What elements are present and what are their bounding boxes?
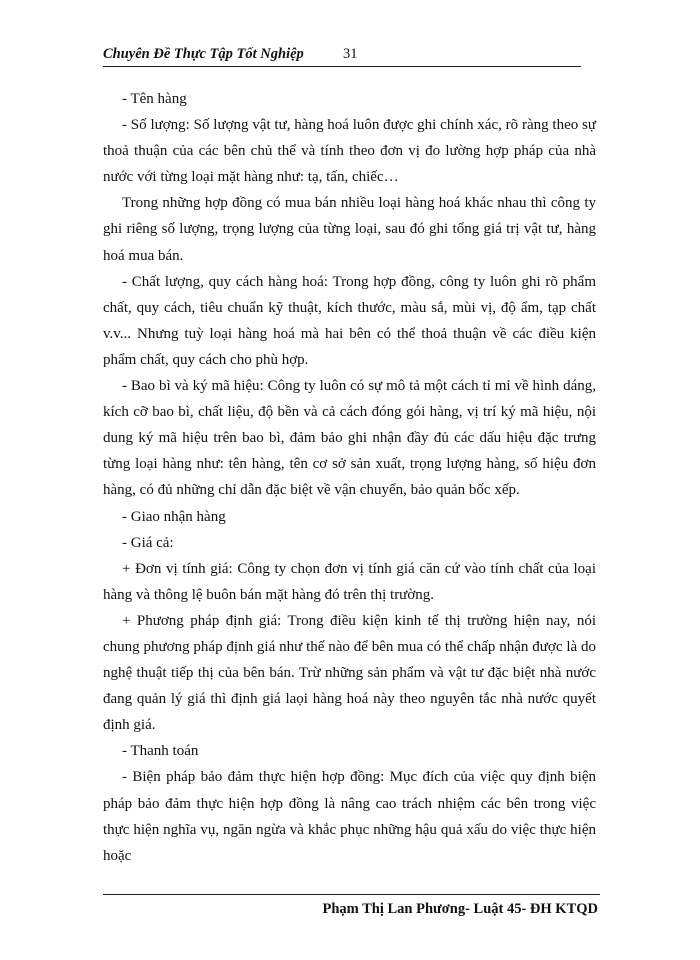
paragraph-bao-bi: - Bao bì và ký mã hiệu: Công ty luôn có sự mô tả một cách tỉ mỉ về hình dáng, kích cỡ bao bì, chất liệu, độ bền và cả cách đóng gói hàng, vị trí ký mã hiệu, nội dung ký mã hiệu trên bao bì, đảm bảo ghi nhận đầy đủ các dấu hiệu đặc trưng từng loại hàng như: tên hàng, tên cơ sở sản xuất, trọng lượng hàng, số hiệu đơn hàng, có đủ những chỉ dẫn đặc biệt về vận chuyển, bảo quản bốc xếp. — [103, 378, 596, 499]
footer-divider — [103, 894, 600, 895]
page-header — [103, 46, 581, 67]
paragraph-nhieu-loai-hang: Trong những hợp đồng có mua bán nhiều loại hàng hoá khác nhau thì công ty ghi riêng số lượng, trọng lượng của từng loại, sau đó ghi tổng giá trị vật tư, hàng hoá mua bán. — [103, 195, 596, 264]
paragraph-phuong-phap-dinh-gia: + Phương pháp định giá: Trong điều kiện kinh tế thị trường hiện nay, nói chung phương pháp định giá như thế nào để bên mua có thể chấp nhận được là do nghệ thuật tiếp thị của bên bán. Trừ những sản phẩm và vật tư đặc biệt nhà nước đang quản lý giá thì định giá laọi hàng hoá này theo nguyên tắc nhà nước quyết định giá. — [103, 612, 596, 734]
page-number: 31 — [343, 46, 358, 62]
paragraph-thanh-toan: - Thanh toán — [122, 743, 199, 760]
page-footer: Phạm Thị Lan Phương- Luật 45- ĐH KTQD — [322, 901, 598, 917]
paragraph-bien-phap-bao-dam: - Biện pháp bảo đảm thực hiện hợp đồng: Mục đích của việc quy định biện pháp bảo đảm thực hiện hợp đồng là nâng cao trách nhiệm các bên trong việc thực hiện nghĩa vụ, ngăn ngừa và khắc phục những hậu quả xấu do việc thực hiện hoặc — [103, 769, 596, 864]
document-body — [103, 86, 596, 869]
paragraph-chat-luong: - Chất lượng, quy cách hàng hoá: Trong hợp đồng, công ty luôn ghi rõ phẩm chất, quy cách, tiêu chuẩn kỹ thuật, kích thước, màu sắ, mùi vị, độ ẩm, tạp chất v.v... Nhưng tuỳ loại hàng hoá mà hai bên có thể thoả thuận về các điều kiện phẩm chất, quy cách cho phù hợp. — [103, 273, 596, 368]
paragraph-so-luong: - Số lượng: Số lượng vật tư, hàng hoá luôn được ghi chính xác, rõ ràng theo sự thoả thuận của các bên chủ thể và tính theo đơn vị đo lường hợp pháp của nhà nước với từng loại mặt hàng như: tạ, tấn, chiếc… — [103, 117, 596, 186]
paragraph-giao-nhan: - Giao nhận hàng — [122, 508, 226, 525]
paragraph-ten-hang: - Tên hàng — [122, 91, 187, 107]
paragraph-gia-ca: - Giá cả: — [122, 534, 174, 551]
document-title: Chuyên Đề Thực Tập Tốt Nghiệp — [103, 46, 304, 62]
paragraph-don-vi-tinh-gia: + Đơn vị tính giá: Công ty chọn đơn vị tính giá căn cứ vào tính chất của loại hàng và thông lệ buôn bán mặt hàng đó trên thị trường. — [103, 560, 596, 603]
